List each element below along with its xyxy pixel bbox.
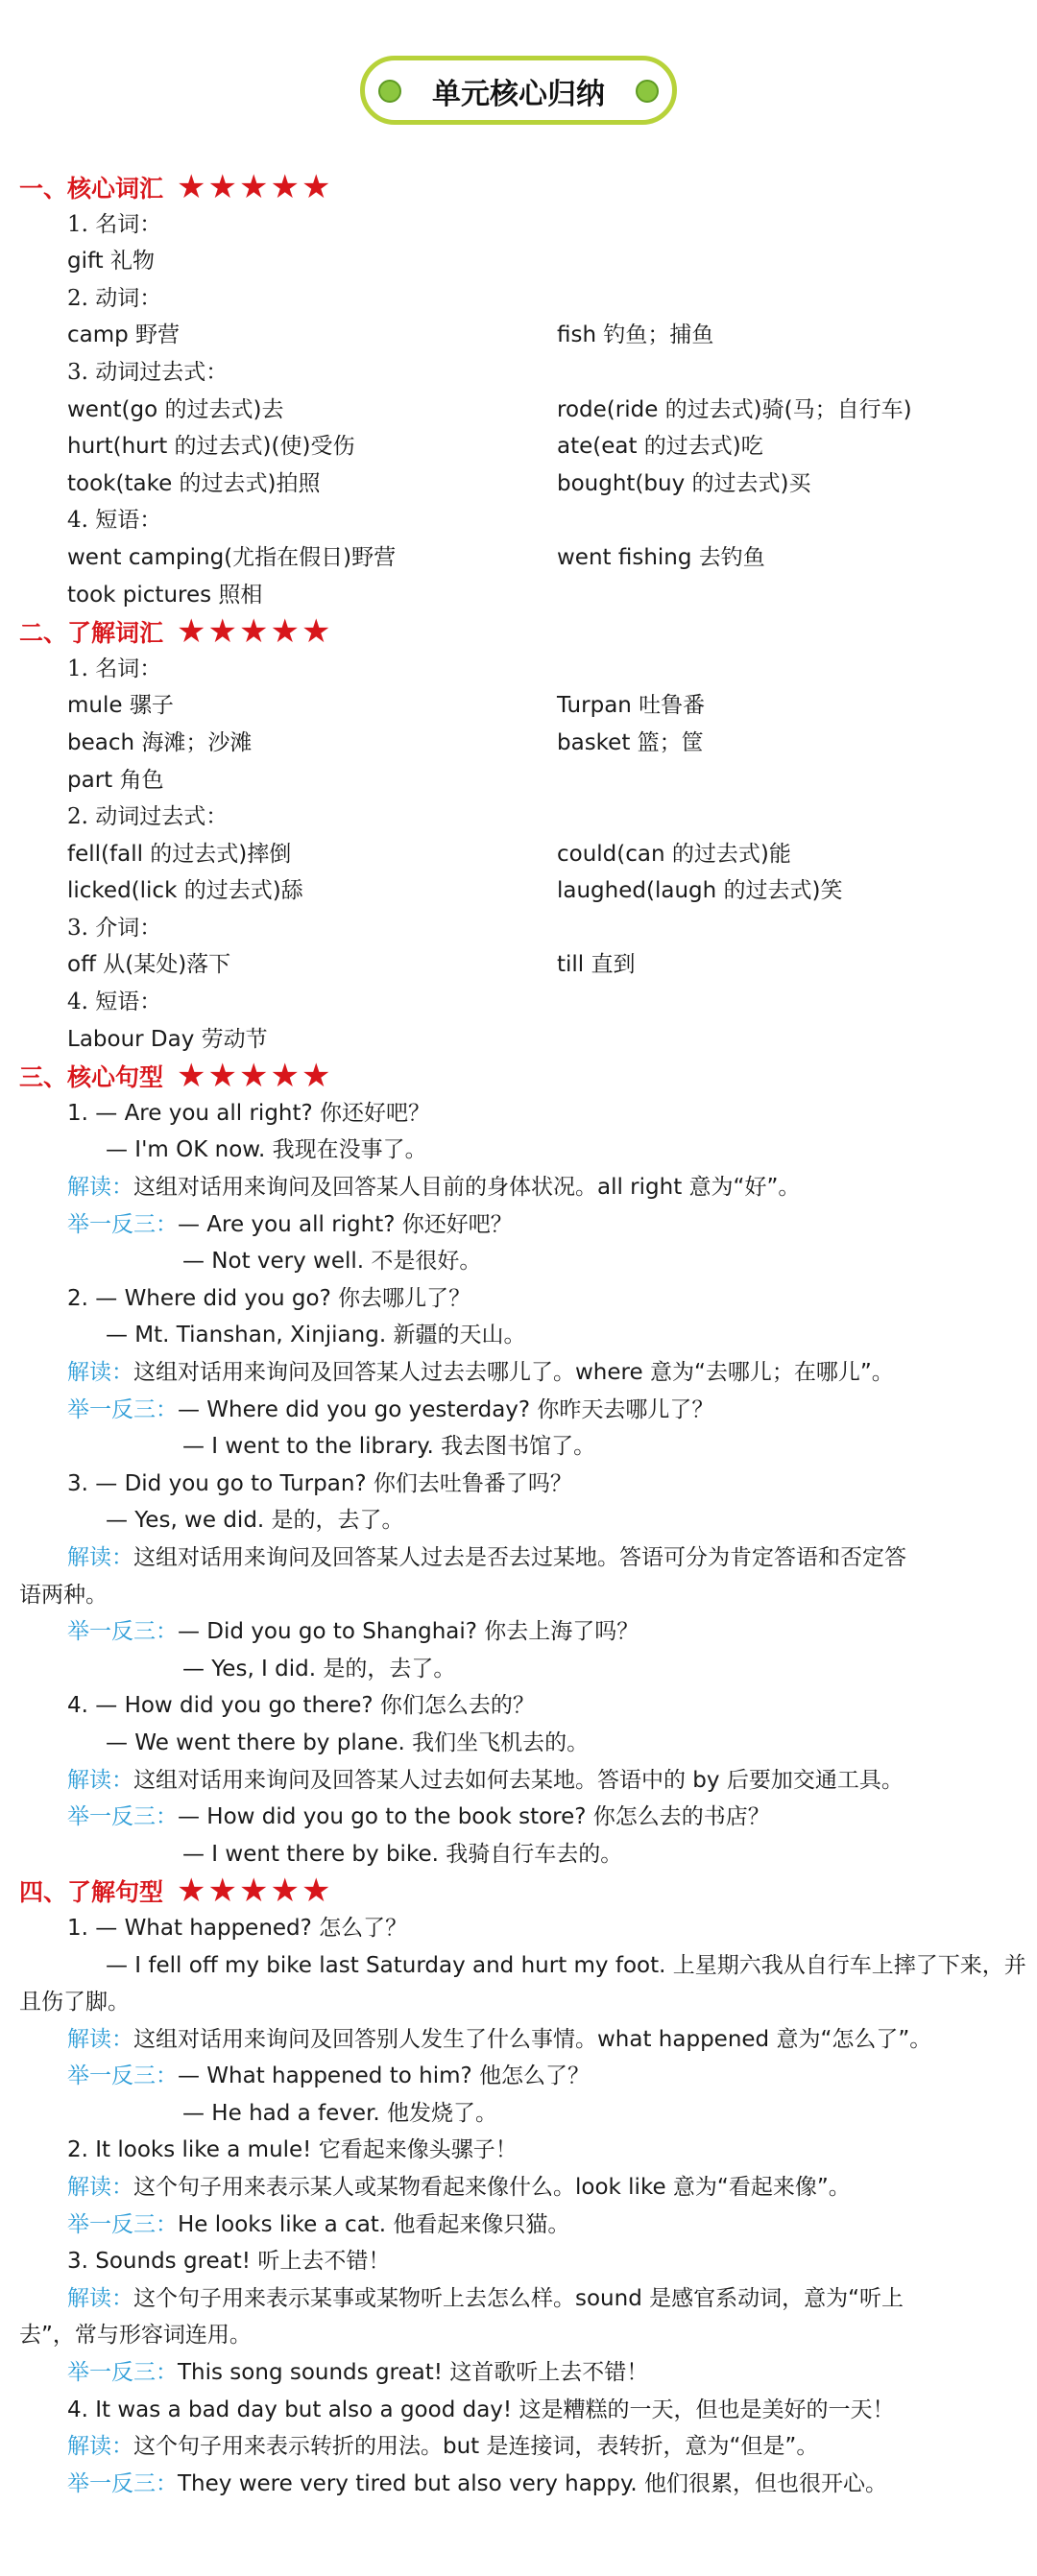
explain-marker: 解读：: [67, 2026, 133, 2052]
practice-text: He looks like a cat. 他看起来像只猫。: [178, 2211, 570, 2237]
subheading: 4. 短语：: [67, 508, 162, 534]
sentence-line: 4. It was a bad day but also a good day! 这是糟糕的一天，但也是美好的一天！: [67, 2397, 895, 2422]
explain-text: 这个句子用来表示转折的用法。but 是连接词，表转折，意为“但是”。: [133, 2434, 819, 2460]
vocab-item: basket 篮；筐: [557, 729, 704, 755]
section-header-know-vocab: [0, 613, 1037, 651]
vocab-item: beach 海滩；沙滩: [67, 729, 253, 755]
practice-line: [0, 1206, 1037, 1244]
vocab-row: [0, 428, 1037, 465]
explain-line: [0, 1762, 1037, 1800]
vocab-item: ate(eat 的过去式)吃: [557, 434, 763, 460]
practice-line: — Not very well. 不是很好。: [182, 1249, 482, 1275]
practice-marker: 举一反三：: [67, 1211, 178, 1237]
practice-line: [0, 2058, 1037, 2095]
subheading: 1. 名词：: [67, 656, 162, 681]
dialogue-line: — Mt. Tianshan, Xinjiang. 新疆的天山。: [106, 1323, 526, 1348]
section-header-core-vocab: [0, 169, 1037, 206]
star-rating-icon: ★★★★★: [177, 168, 333, 206]
explain-line: [0, 2280, 1037, 2318]
practice-marker: 举一反三：: [67, 1804, 178, 1830]
vocab-item: fell(fall 的过去式)摔倒: [67, 841, 292, 867]
vocab-row: [0, 317, 1037, 354]
practice-line: [0, 2466, 1037, 2503]
practice-line: [0, 2206, 1037, 2244]
explain-marker: 解读：: [67, 2434, 133, 2460]
subheading: 2. 动词过去式：: [67, 804, 229, 830]
practice-marker: 举一反三：: [67, 1619, 178, 1645]
dialogue-continued: 且伤了脚。: [19, 1990, 130, 2015]
explain-line: [0, 2021, 1037, 2059]
practice-marker: 举一反三：: [67, 2211, 178, 2237]
explain-text: 这个句子用来表示某人或某物看起来像什么。look like 意为“看起来像”。: [133, 2175, 851, 2201]
explain-marker: 解读：: [67, 1767, 133, 1793]
page-title: 单元核心归纳: [432, 78, 605, 111]
practice-text: — Are you all right? 你还好吧？: [178, 1211, 513, 1237]
vocab-item: gift 礼物: [67, 249, 156, 274]
practice-line: — He had a fever. 他发烧了。: [182, 2100, 498, 2126]
dialogue-line: — I'm OK now. 我现在没事了。: [106, 1137, 427, 1163]
explain-text: 这组对话用来询问及回答某人过去是否去过某地。答语可分为肯定答语和否定答: [133, 1544, 906, 1570]
explain-line: [0, 2428, 1037, 2466]
practice-text: — What happened to him? 他怎么了？: [178, 2063, 591, 2089]
vocab-item: rode(ride 的过去式)骑(马；自行车): [557, 396, 912, 422]
vocab-item: hurt(hurt 的过去式)(使)受伤: [67, 434, 355, 460]
dialogue-line: — We went there by plane. 我们坐飞机去的。: [106, 1729, 590, 1755]
vocab-item: bought(buy 的过去式)买: [557, 470, 811, 496]
vocab-item: off 从(某处)落下: [67, 952, 231, 978]
vocab-item: till 直到: [557, 952, 636, 978]
section-label: 四、了解句型: [19, 1878, 164, 1907]
practice-text: — How did you go to the book store? 你怎么去的书店？: [178, 1804, 770, 1830]
explain-line: [0, 1539, 1037, 1577]
practice-text: — Where did you go yesterday? 你昨天去哪儿了？: [178, 1396, 714, 1422]
content: [0, 169, 1037, 2502]
subheading: 2. 动词：: [67, 285, 162, 311]
practice-text: — Did you go to Shanghai? 你去上海了吗？: [178, 1619, 639, 1645]
subheading: 3. 动词过去式：: [67, 359, 229, 385]
vocab-item: part 角色: [67, 767, 164, 793]
vocab-row: [0, 836, 1037, 873]
dialogue-line: 2. — Where did you go? 你去哪儿了？: [67, 1285, 471, 1311]
title-banner-wrap: [0, 56, 1037, 125]
vocab-item: fish 钓鱼；捕鱼: [557, 322, 714, 348]
title-banner: [360, 56, 677, 125]
subheading: 3. 介词：: [67, 915, 162, 941]
vocab-row: [0, 465, 1037, 503]
practice-line: — Yes, I did. 是的，去了。: [182, 1656, 456, 1682]
banner-left-dot: [378, 80, 401, 103]
dialogue-line: 1. — What happened? 怎么了？: [67, 1915, 408, 1941]
explain-line: [0, 2169, 1037, 2206]
explain-marker: 解读：: [67, 2175, 133, 2201]
vocab-row: [0, 392, 1037, 429]
sentence-line: 3. Sounds great! 听上去不错！: [67, 2249, 391, 2275]
explain-text: 这组对话用来询问及回答某人过去去哪儿了。where 意为“去哪儿；在哪儿”。: [133, 1360, 894, 1385]
vocab-item: camp 野营: [67, 322, 181, 348]
dialogue-line: 3. — Did you go to Turpan? 你们去吐鲁番了吗？: [67, 1470, 572, 1496]
explain-marker: 解读：: [67, 1175, 133, 1201]
explain-line: [0, 1169, 1037, 1206]
vocab-item: mule 骡子: [67, 693, 174, 719]
practice-line: — I went there by bike. 我骑自行车去的。: [182, 1841, 623, 1867]
dialogue-line: 4. — How did you go there? 你们怎么去的？: [67, 1693, 535, 1719]
dialogue-line: 1. — Are you all right? 你还好吧？: [67, 1100, 431, 1126]
subheading: 4. 短语：: [67, 990, 162, 1015]
dialogue-line: — Yes, we did. 是的，去了。: [106, 1508, 404, 1534]
practice-text: They were very tired but also very happy. 他们很累，但也很开心。: [178, 2470, 887, 2496]
explain-marker: 解读：: [67, 1544, 133, 1570]
explain-text: 这组对话用来询问及回答别人发生了什么事情。what happened 意为“怎么了”。: [133, 2026, 932, 2052]
vocab-item: Labour Day 劳动节: [67, 1026, 268, 1052]
subheading: 1. 名词：: [67, 211, 162, 237]
practice-line: [0, 1613, 1037, 1651]
practice-text: This song sounds great! 这首歌听上去不错！: [178, 2360, 649, 2386]
vocab-row: [0, 725, 1037, 762]
practice-marker: 举一反三：: [67, 2063, 178, 2089]
practice-line: [0, 2354, 1037, 2392]
star-rating-icon: ★★★★★: [177, 1057, 333, 1096]
explain-text: 这组对话用来询问及回答某人过去如何去某地。答语中的 by 后要加交通工具。: [133, 1767, 904, 1793]
practice-marker: 举一反三：: [67, 2470, 178, 2496]
vocab-item: could(can 的过去式)能: [557, 841, 791, 867]
vocab-row: [0, 872, 1037, 910]
section-label: 二、了解词汇: [19, 619, 164, 648]
practice-line: — I went to the library. 我去图书馆了。: [182, 1434, 596, 1460]
vocab-item: went(go 的过去式)去: [67, 396, 284, 422]
practice-line: [0, 1799, 1037, 1836]
vocab-row: [0, 539, 1037, 577]
explain-continued: 去”，常与形容词连用。: [19, 2323, 252, 2349]
practice-marker: 举一反三：: [67, 1396, 178, 1422]
vocab-row: [0, 687, 1037, 725]
vocab-row: [0, 946, 1037, 984]
explain-text: 这个句子用来表示某事或某物听上去怎么样。sound 是感官系动词，意为“听上: [133, 2285, 904, 2311]
star-rating-icon: ★★★★★: [177, 612, 333, 652]
practice-line: [0, 1392, 1037, 1429]
vocab-item: went fishing 去钓鱼: [557, 544, 765, 570]
vocab-item: took(take 的过去式)拍照: [67, 470, 321, 496]
section-label: 三、核心句型: [19, 1063, 164, 1092]
explain-line: [0, 1354, 1037, 1392]
section-header-core-sentences: [0, 1058, 1037, 1095]
section-header-know-sentences: [0, 1872, 1037, 1910]
practice-marker: 举一反三：: [67, 2360, 178, 2386]
section-label: 一、核心词汇: [19, 175, 164, 203]
vocab-item: took pictures 照相: [67, 582, 263, 608]
vocab-item: laughed(laugh 的过去式)笑: [557, 878, 843, 904]
dialogue-line: — I fell off my bike last Saturday and hurt my foot. 上星期六我从自行车上摔了下来，并: [106, 1952, 1026, 1978]
vocab-item: went camping(尤指在假日)野营: [67, 544, 397, 570]
explain-marker: 解读：: [67, 2285, 133, 2311]
vocab-item: Turpan 吐鲁番: [557, 693, 706, 719]
vocab-item: licked(lick 的过去式)舔: [67, 878, 303, 904]
sentence-line: 2. It looks like a mule! 它看起来像头骡子！: [67, 2137, 518, 2163]
explain-text: 这组对话用来询问及回答某人目前的身体状况。all right 意为“好”。: [133, 1175, 801, 1201]
star-rating-icon: ★★★★★: [177, 1872, 333, 1911]
banner-right-dot: [636, 80, 659, 103]
explain-continued: 语两种。: [19, 1582, 108, 1608]
explain-marker: 解读：: [67, 1360, 133, 1385]
